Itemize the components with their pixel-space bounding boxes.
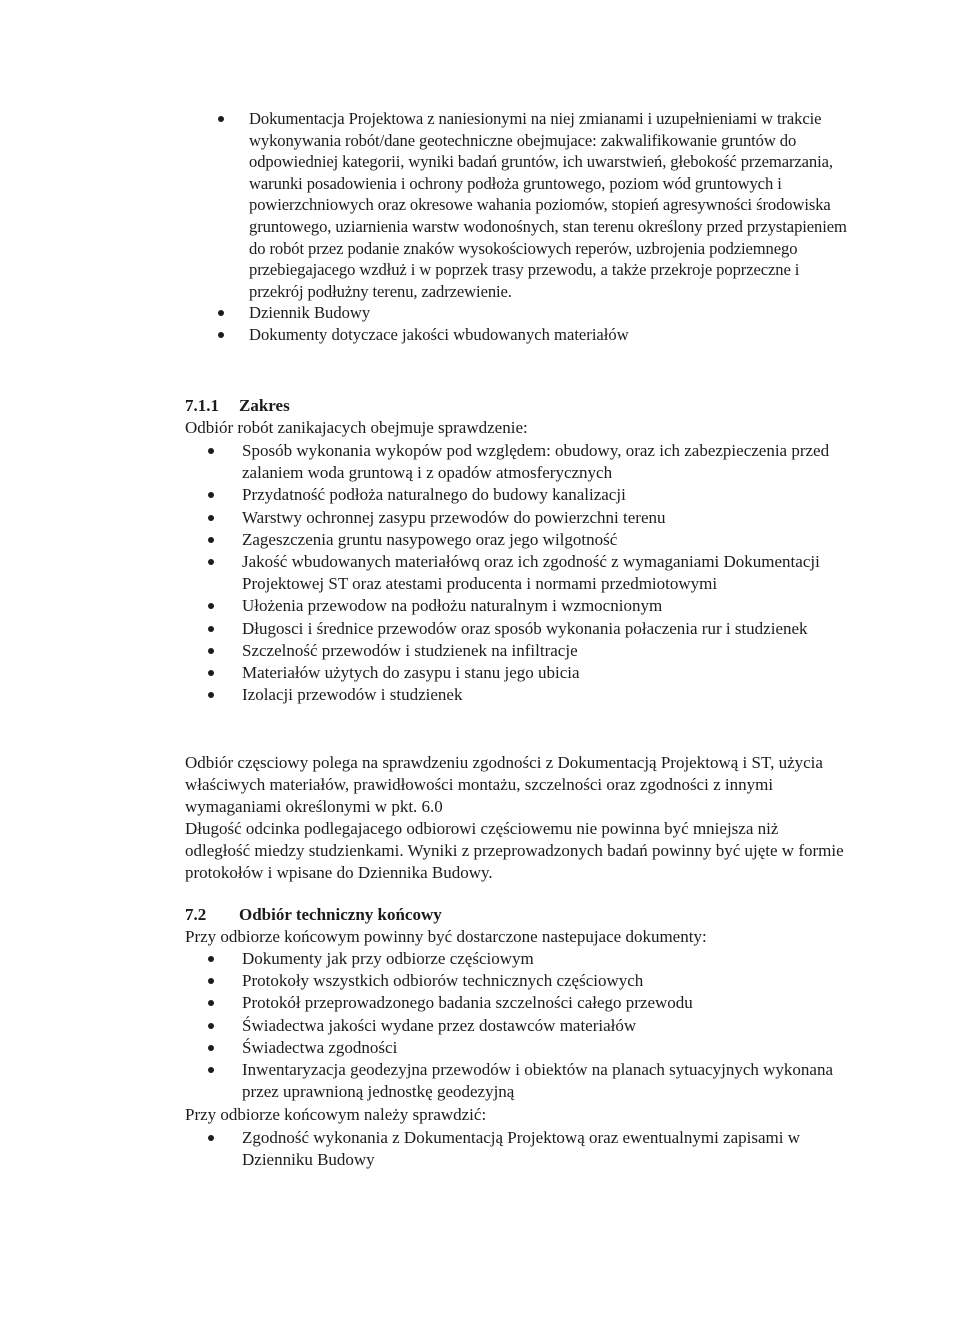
list-item: Długosci i średnice przewodów oraz sposób wykonania połaczenia rur i studzienek	[208, 618, 848, 640]
section-heading	[185, 395, 845, 417]
section-intro: Przy odbiorze końcowym należy sprawdzić:	[185, 1105, 487, 1124]
document-list	[208, 948, 848, 1103]
list-item: Inwentaryzacja geodezyjna przewodów i obiektów na planach sytuacyjnych wykonana przez uprawnioną jednostkę geodezyjną	[208, 1059, 848, 1103]
section-heading	[185, 904, 845, 926]
list-item: Protokół przeprowadzonego badania szczelności całego przewodu	[208, 992, 848, 1014]
list-item: Izolacji przewodów i studzienek	[208, 684, 848, 706]
checklist	[208, 440, 848, 706]
list-item: Sposób wykonania wykopów pod względem: obudowy, oraz ich zabezpieczenia przed zalaniem woda gruntową i z opadów atmosferycznych	[208, 440, 848, 484]
list-item: Dokumentacja Projektowa z naniesionymi na niej zmianami i uzupełnieniami w trakcie wykonywania robót/dane geotechniczne obejmujace: zakwalifikowanie gruntów do odpowiedniej kategorii, wyniki badań gruntów, ich uwarstwień, głebokość przemarzania, warunki posadowienia i ochrony podłoża gruntowego, poziom wód gruntowych i powierzchniowych oraz okresowe wahania poziomów, stopień agresywności środowiska gruntowego, uziarnienia warstw wodonośnych, stan terenu określony przed przystapieniem do robót przez podanie znaków wysokościowych reperów, uzbrojenia podziemnego przebiegajacego wzdłuż i w poprzek trasy przewodu, a także przekroje poprzeczne i przekrój podłużny terenu, zadrzewienie.	[218, 108, 848, 302]
paragraph: Odbiór częsciowy polega na sprawdzeniu zgodności z Dokumentacją Projektową i ST, użycia właściwych materiałów, prawidłowości montażu, szczelności oraz zgodności z innymi wymaganiami określonymi w pkt. 6.0	[185, 753, 823, 817]
list-item: Jakość wbudowanych materiałówq oraz ich zgodność z wymaganiami Dokumentacji Projektowej ST oraz atestami producenta i normami przedmiotowymi	[208, 551, 848, 595]
checklist-final	[208, 1127, 848, 1171]
list-item: Ułożenia przewodow na podłożu naturalnym i wzmocnionym	[208, 595, 848, 617]
list-item: Warstwy ochronnej zasypu przewodów do powierzchni terenu	[208, 507, 848, 529]
section-number: 7.2	[185, 905, 207, 924]
list-item: Świadectwa zgodności	[208, 1037, 848, 1059]
list-item: Dziennik Budowy	[218, 302, 848, 324]
list-item: Szczelność przewodów i studzienek na infiltracje	[208, 640, 848, 662]
list-item: Zgodność wykonania z Dokumentacją Projektową oraz ewentualnymi zapisami w Dzienniku Budowy	[208, 1127, 848, 1171]
section-intro: Odbiór robót zanikajacych obejmuje sprawdzenie:	[185, 418, 528, 437]
section-intro: Przy odbiorze końcowym powinny być dostarczone nastepujace dokumenty:	[185, 927, 707, 946]
list-item: Dokumenty dotyczace jakości wbudowanych materiałów	[218, 324, 848, 346]
list-item: Dokumenty jak przy odbiorze częściowym	[208, 948, 848, 970]
list-item: Przydatność podłoża naturalnego do budowy kanalizacji	[208, 484, 848, 506]
list-item: Materiałów użytych do zasypu i stanu jego ubicia	[208, 662, 848, 684]
list-item: Świadectwa jakości wydane przez dostawców materiałów	[208, 1015, 848, 1037]
section-title: Odbiór techniczny końcowy	[239, 905, 442, 924]
document-list-top	[218, 108, 848, 346]
list-item: Zageszczenia gruntu nasypowego oraz jego wilgotność	[208, 529, 848, 551]
paragraph: Długość odcinka podlegajacego odbiorowi częściowemu nie powinna być mniejsza niż odległość miedzy studzienkami. Wyniki z przeprowadzonych badań powinny być ujęte w formie protokołów i wpisane do Dziennika Budowy.	[185, 819, 844, 883]
list-item: Protokoły wszystkich odbiorów technicznych częściowych	[208, 970, 848, 992]
section-number: 7.1.1	[185, 396, 219, 415]
section-title: Zakres	[239, 396, 290, 415]
